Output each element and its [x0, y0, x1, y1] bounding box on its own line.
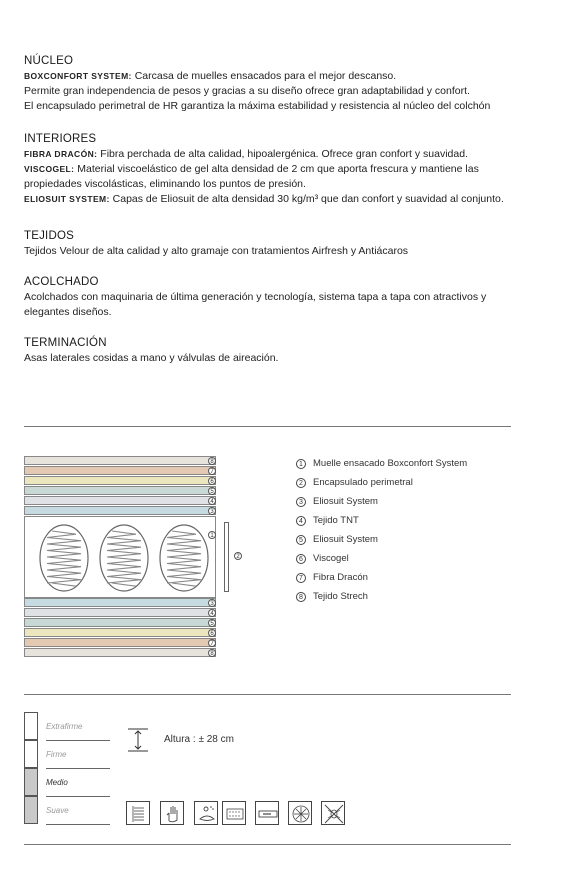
- legend-label: Viscogel: [313, 553, 349, 564]
- firmness-box-4: [24, 796, 38, 824]
- legend-number: 8: [296, 592, 306, 602]
- section-acolchado: [24, 275, 524, 320]
- paragraph: Permite gran independencia de pesos y gracias a su diseño ofrece gran adaptabilidad y confort.: [24, 85, 470, 97]
- paragraph: Acolchados con maquinaria de última generación y tecnología, sistema tapa a tapa con atractivos y elegantes diseños.: [24, 291, 487, 318]
- term-text: Fibra perchada de alta calidad, hipoalergénica. Ofrece gran confort y suavidad.: [97, 148, 468, 160]
- legend-item: [296, 530, 467, 549]
- layer-6: [24, 476, 216, 485]
- person-icon: [194, 801, 218, 825]
- firmness-label-selected: Medio: [46, 778, 68, 787]
- legend-label: Eliosuit System: [313, 496, 378, 507]
- term-label: BOXCONFORT SYSTEM:: [24, 71, 132, 81]
- marker-2: 2: [234, 552, 242, 560]
- legend-item: [296, 454, 467, 473]
- firmness-line: [46, 740, 110, 741]
- divider: [24, 426, 511, 427]
- layer-marker: 4: [208, 497, 216, 505]
- layer-marker: 4: [208, 609, 216, 617]
- layer-marker: 3: [208, 507, 216, 515]
- firmness-box-1: [24, 712, 38, 740]
- firmness-line: [46, 768, 110, 769]
- legend-number: 6: [296, 554, 306, 564]
- layer-7: [24, 638, 216, 647]
- layer-4: [24, 608, 216, 617]
- legend-item: [296, 473, 467, 492]
- layer-3: [24, 506, 216, 515]
- divider: [24, 694, 511, 695]
- firmness-box-3: [24, 768, 38, 796]
- legend-item: [296, 587, 467, 606]
- layer-4: [24, 496, 216, 505]
- legend-item: [296, 492, 467, 511]
- firmness-label: Suave: [46, 806, 69, 815]
- legend-number: 2: [296, 478, 306, 488]
- valve-icon: [255, 801, 279, 825]
- section-title: TEJIDOS: [24, 230, 74, 242]
- paragraph: El encapsulado perimetral de HR garantiza la máxima estabilidad y resistencia al núcleo del colchón: [24, 100, 491, 112]
- hand-icon: [160, 801, 184, 825]
- legend-label: Eliosuit System: [313, 534, 378, 545]
- legend-item: [296, 549, 467, 568]
- section-title: INTERIORES: [24, 133, 97, 145]
- firmness-label: Extrafirme: [46, 722, 83, 731]
- legend-number: 5: [296, 535, 306, 545]
- legend-label: Muelle ensacado Boxconfort System: [313, 458, 468, 469]
- firmness-box-2: [24, 740, 38, 768]
- lines-icon: [126, 801, 150, 825]
- layer-marker: 8: [208, 457, 216, 465]
- section-title: TERMINACIÓN: [24, 337, 107, 349]
- no-mites-icon: [321, 801, 345, 825]
- paragraph: [24, 69, 524, 84]
- spring-core: [24, 516, 216, 598]
- section-title: ACOLCHADO: [24, 276, 99, 288]
- snowflake-icon: [288, 801, 312, 825]
- layer-marker: 5: [208, 619, 216, 627]
- legend-label: Tejido TNT: [313, 515, 359, 526]
- term-text: Material viscoelástico de gel alta densidad de 2 cm que aporta frescura y mantiene las propiedades viscolásticas, eliminando los puntos de presión.: [24, 163, 479, 190]
- firmness-label: Firme: [46, 750, 67, 759]
- divider: [24, 844, 511, 845]
- layer-8: [24, 456, 216, 465]
- legend-number: 4: [296, 516, 306, 526]
- paragraph: [24, 147, 524, 162]
- firmness-line: [46, 824, 110, 825]
- springs-icon: [25, 517, 217, 599]
- layer-marker: 6: [208, 629, 216, 637]
- layer-5: [24, 618, 216, 627]
- layer-marker: 6: [208, 477, 216, 485]
- firmness-line: [46, 796, 110, 797]
- legend-number: 3: [296, 497, 306, 507]
- section-interiores: [24, 132, 524, 207]
- layer-3: [24, 598, 216, 607]
- layer-marker: 7: [208, 639, 216, 647]
- height-label: Altura : ± 28 cm: [164, 734, 234, 745]
- legend-item: [296, 511, 467, 530]
- legend-label: Tejido Strech: [313, 591, 368, 602]
- term-label: VISCOGEL:: [24, 164, 75, 174]
- section-tejidos: [24, 229, 524, 259]
- term-label: FIBRA DRACÓN:: [24, 149, 98, 159]
- layer-5: [24, 486, 216, 495]
- layer-marker: 7: [208, 467, 216, 475]
- grid-icon: [222, 801, 246, 825]
- paragraph: Asas laterales cosidas a mano y válvulas de aireación.: [24, 352, 279, 364]
- legend-number: 1: [296, 459, 306, 469]
- section-title: NÚCLEO: [24, 55, 74, 67]
- layer-marker: 8: [208, 649, 216, 657]
- layer-7: [24, 466, 216, 475]
- layer-marker: 5: [208, 487, 216, 495]
- diagram-legend: [296, 454, 467, 606]
- layer-8: [24, 648, 216, 657]
- marker-1: 1: [208, 531, 216, 539]
- encapsulation-bar: [224, 522, 229, 592]
- legend-label: Fibra Dracón: [313, 572, 368, 583]
- paragraph: [24, 162, 524, 192]
- layer-marker: 3: [208, 599, 216, 607]
- paragraph: [24, 192, 524, 207]
- layer-6: [24, 628, 216, 637]
- term-text: Capas de Eliosuit de alta densidad 30 kg/m³ que dan confort y suavidad al conjunto.: [109, 193, 504, 205]
- section-nucleo: [24, 54, 524, 114]
- legend-item: [296, 568, 467, 587]
- section-terminacion: [24, 336, 524, 366]
- legend-label: Encapsulado perimetral: [313, 477, 413, 488]
- height-arrow-icon: [126, 728, 150, 752]
- legend-number: 7: [296, 573, 306, 583]
- term-text: Carcasa de muelles ensacados para el mejor descanso.: [131, 70, 397, 82]
- term-label: ELIOSUIT SYSTEM:: [24, 194, 110, 204]
- paragraph: Tejidos Velour de alta calidad y alto gramaje con tratamientos Airfresh y Antiácaros: [24, 245, 409, 257]
